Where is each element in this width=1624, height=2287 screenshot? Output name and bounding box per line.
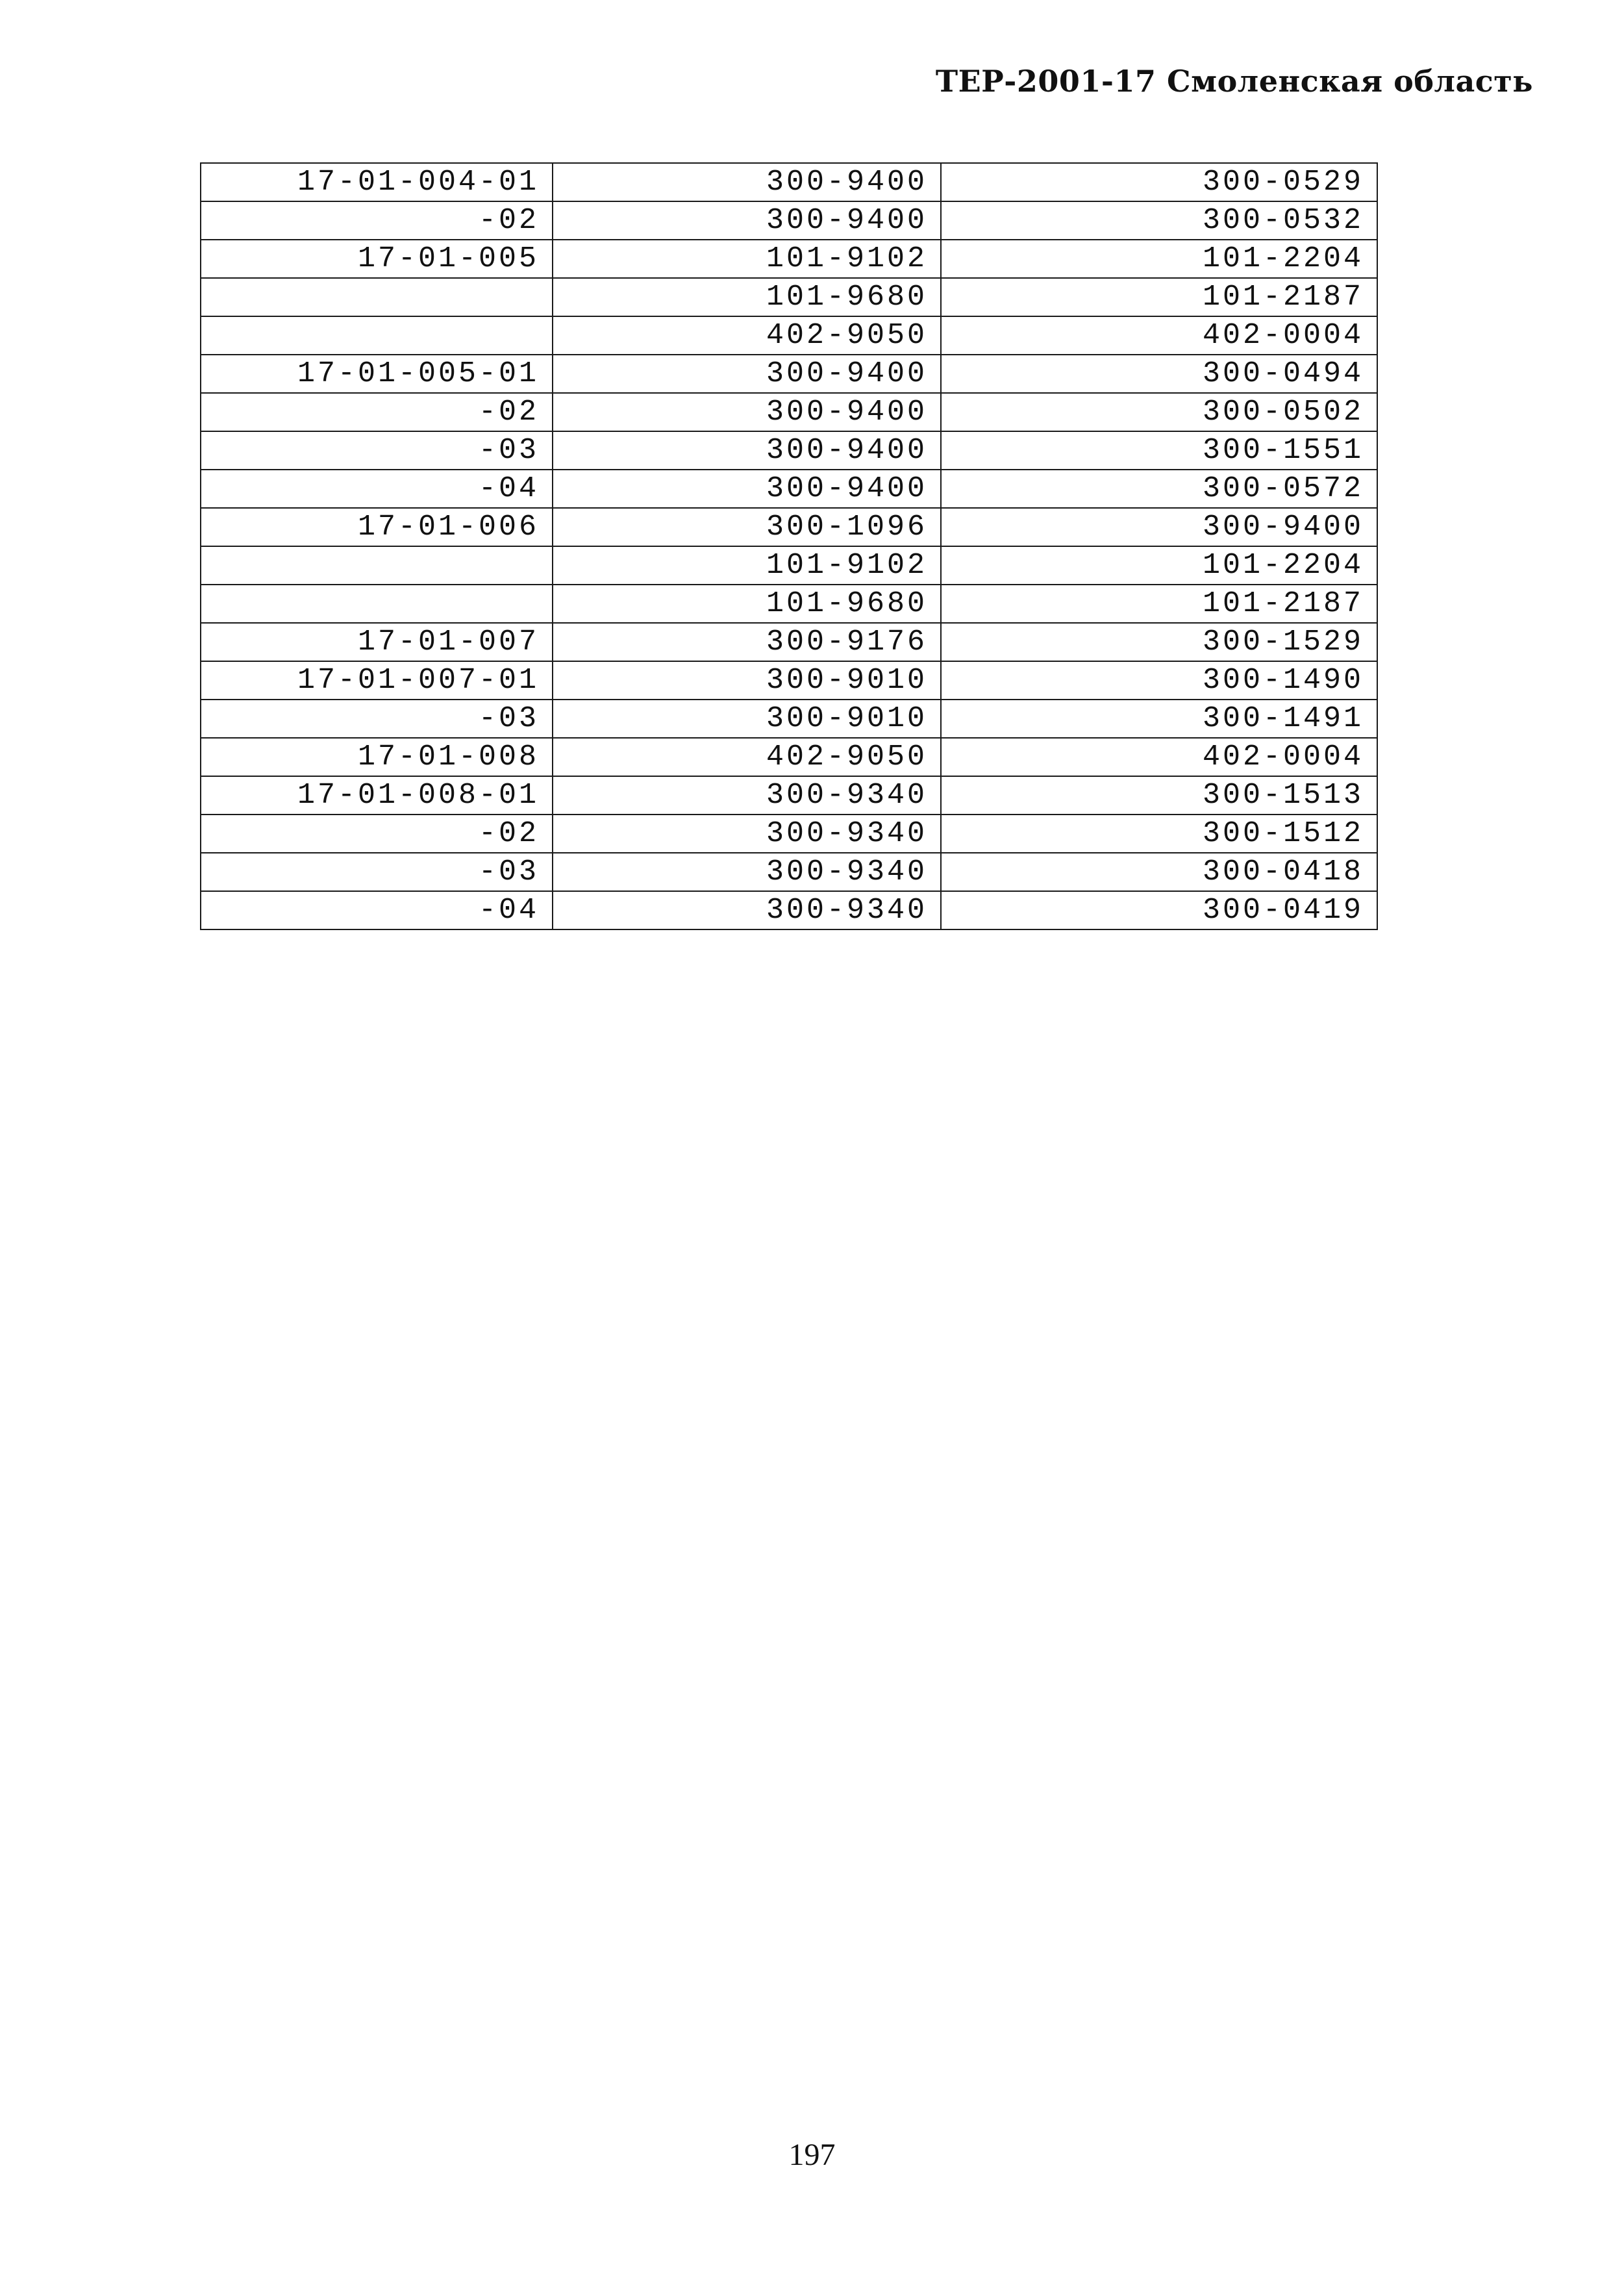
page-number: 197 — [788, 2138, 836, 2172]
resource-code-cell: 300-9400 — [553, 431, 941, 470]
table-row — [201, 508, 1377, 546]
item-code-cell: -03 — [201, 700, 553, 738]
item-code-cell: 17-01-007-01 — [201, 661, 553, 700]
item-code-cell: -02 — [201, 393, 553, 431]
table-row — [201, 585, 1377, 623]
item-code-cell: 17-01-005-01 — [201, 355, 553, 393]
item-code-cell: -04 — [201, 470, 553, 508]
resource-code-cell: 300-9176 — [553, 623, 941, 661]
table-row — [201, 891, 1377, 929]
replacement-code-cell: 101-2204 — [941, 240, 1377, 278]
table-row — [201, 623, 1377, 661]
replacement-code-cell: 300-0418 — [941, 853, 1377, 891]
table-row — [201, 738, 1377, 776]
item-code-cell — [201, 316, 553, 355]
resource-code-cell: 101-9102 — [553, 546, 941, 585]
replacement-code-cell: 402-0004 — [941, 316, 1377, 355]
table-row — [201, 470, 1377, 508]
item-code-cell: -03 — [201, 431, 553, 470]
replacement-code-cell: 300-9400 — [941, 508, 1377, 546]
item-code-cell: -04 — [201, 891, 553, 929]
replacement-code-cell: 300-1491 — [941, 700, 1377, 738]
item-code-cell: -02 — [201, 201, 553, 240]
table-row — [201, 776, 1377, 815]
resource-code-cell: 101-9102 — [553, 240, 941, 278]
resource-code-cell: 300-9400 — [553, 163, 941, 201]
table-row — [201, 240, 1377, 278]
replacement-code-cell: 101-2187 — [941, 278, 1377, 316]
item-code-cell — [201, 546, 553, 585]
resource-code-cell: 300-9010 — [553, 661, 941, 700]
resource-code-cell: 300-9340 — [553, 853, 941, 891]
resource-code-cell: 300-9400 — [553, 355, 941, 393]
table-row — [201, 278, 1377, 316]
item-code-cell — [201, 278, 553, 316]
code-table — [200, 162, 1378, 930]
replacement-code-cell: 300-0532 — [941, 201, 1377, 240]
replacement-code-cell: 300-0419 — [941, 891, 1377, 929]
table-row — [201, 661, 1377, 700]
table-row — [201, 355, 1377, 393]
replacement-code-cell: 300-1551 — [941, 431, 1377, 470]
item-code-cell: -03 — [201, 853, 553, 891]
replacement-code-cell: 101-2187 — [941, 585, 1377, 623]
item-code-cell: 17-01-008 — [201, 738, 553, 776]
resource-code-cell: 101-9680 — [553, 585, 941, 623]
replacement-code-cell: 300-0529 — [941, 163, 1377, 201]
item-code-cell — [201, 585, 553, 623]
replacement-code-cell: 300-1490 — [941, 661, 1377, 700]
table-row — [201, 546, 1377, 585]
resource-code-cell: 300-9400 — [553, 201, 941, 240]
item-code-cell: 17-01-006 — [201, 508, 553, 546]
code-table-body — [201, 163, 1377, 929]
table-row — [201, 201, 1377, 240]
resource-code-cell: 300-9340 — [553, 891, 941, 929]
resource-code-cell: 300-9400 — [553, 393, 941, 431]
replacement-code-cell: 300-1512 — [941, 815, 1377, 853]
replacement-code-cell: 300-0494 — [941, 355, 1377, 393]
resource-code-cell: 300-9340 — [553, 815, 941, 853]
item-code-cell: -02 — [201, 815, 553, 853]
resource-code-cell: 300-9340 — [553, 776, 941, 815]
resource-code-cell: 300-1096 — [553, 508, 941, 546]
resource-code-cell: 402-9050 — [553, 738, 941, 776]
replacement-code-cell: 300-0572 — [941, 470, 1377, 508]
resource-code-cell: 300-9010 — [553, 700, 941, 738]
replacement-code-cell: 101-2204 — [941, 546, 1377, 585]
item-code-cell: 17-01-008-01 — [201, 776, 553, 815]
table-row — [201, 163, 1377, 201]
replacement-code-cell: 300-1513 — [941, 776, 1377, 815]
table-row — [201, 316, 1377, 355]
table-row — [201, 815, 1377, 853]
item-code-cell: 17-01-005 — [201, 240, 553, 278]
table-row — [201, 853, 1377, 891]
table-row — [201, 431, 1377, 470]
resource-code-cell: 402-9050 — [553, 316, 941, 355]
replacement-code-cell: 300-0502 — [941, 393, 1377, 431]
table-row — [201, 393, 1377, 431]
table-row — [201, 700, 1377, 738]
page-header-title: ТЕР-2001-17 Смоленская область — [935, 64, 1533, 99]
replacement-code-cell: 402-0004 — [941, 738, 1377, 776]
resource-code-cell: 101-9680 — [553, 278, 941, 316]
replacement-code-cell: 300-1529 — [941, 623, 1377, 661]
item-code-cell: 17-01-004-01 — [201, 163, 553, 201]
resource-code-cell: 300-9400 — [553, 470, 941, 508]
item-code-cell: 17-01-007 — [201, 623, 553, 661]
